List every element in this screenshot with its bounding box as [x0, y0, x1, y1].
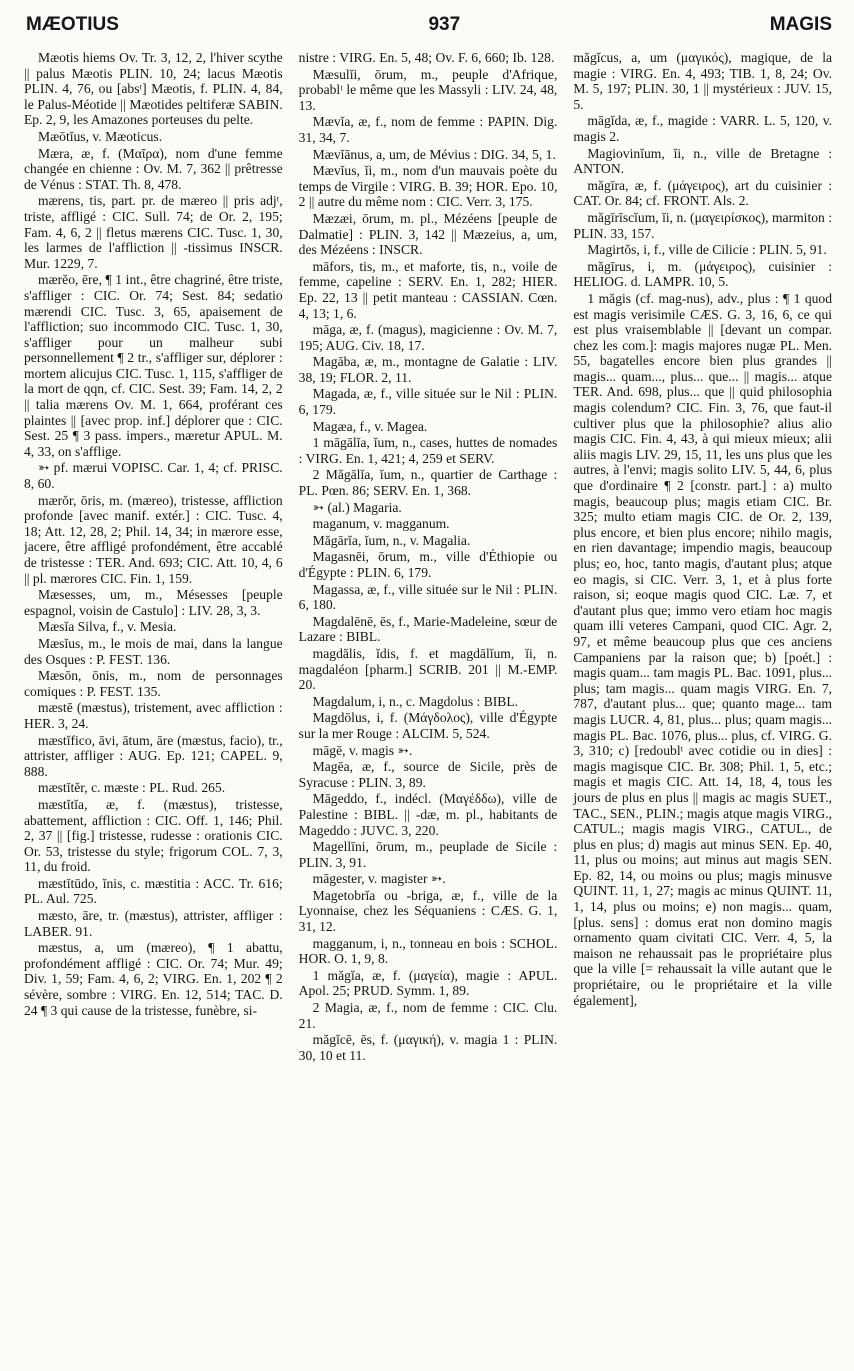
dictionary-entry: măgĭcus, a, um (μαγικός), magique, de la magie : VIRG. En. 4, 493; TIB. 1, 8, 24; Ov. M. 5, 197; PLIN. 30, 1 || mystérieux : JUV. 15, 5. — [573, 50, 833, 112]
dictionary-entry: Mæotis hiems Ov. Tr. 3, 12, 2, l'hiver scythe || palus Mæotis PLIN. 10, 24; lacus Mæotis PLIN. 4, 76, ou [absᵗ] Mæotis, f. PLIN. 4, 84, le Palus-Méotide || Mæotides peltiferæ SABIN. Ep. 2, 9, les Amazones porteuses du pelte. — [24, 50, 283, 128]
dictionary-entry: mærŏr, ōris, m. (mæreo), tristesse, affliction profonde [avec manif. extér.] : CIC. Tusc. 4, 18; Att. 12, 28, 2; Phil. 14, 34; in mærore esse, jacere, être affligé profondément, être accablé de tristesse : TER. And. 693; CIC. Att. 10, 4, 6 || pl. mærores CIC. Fin. 1, 159. — [24, 492, 283, 586]
dictionary-entry: mæsto, āre, tr. (mæstus), attrister, affliger : LABER. 91. — [24, 908, 283, 939]
dictionary-entry: măgīrīscĭum, ĭi, n. (μαγειρίσκος), marmiton : PLIN. 33, 157. — [573, 209, 833, 241]
dictionary-entry: Magellīni, ōrum, m., peuplade de Sicile : PLIN. 3, 91. — [298, 839, 558, 870]
dictionary-entry: Magāba, æ, m., montagne de Galatie : LIV. 38, 19; FLOR. 2, 11. — [298, 354, 558, 385]
dictionary-entry: Magetobrĭa ou -briga, æ, f., ville de la Lyonnaise, chez les Séquaniens : CÆS. G. 1, 31, 12. — [298, 887, 558, 935]
dictionary-entry: Magasnēi, ōrum, m., ville d'Éthiopie ou d'Égypte : PLIN. 6, 179. — [298, 549, 558, 580]
dictionary-entry: Mæsĭa Silva, f., v. Mesia. — [38, 619, 177, 635]
column-3 — [573, 50, 832, 1364]
dictionary-entry: măgĭcē, ēs, f. (μαγική), v. magia 1 : PLIN. 30, 10 et 11. — [298, 1032, 558, 1063]
dictionary-entry: mæstē (mæstus), tristement, avec affliction : HER. 3, 24. — [24, 700, 283, 731]
dictionary-entry: măgīra, æ, f. (μάγειρος), art du cuisinier : CAT. Or. 84; cf. FRONT. Als. 2. — [573, 177, 833, 209]
dictionary-entry: Māgeddo, f., indécl. (Μαγέδδω), ville de Palestine : BIBL. || -dæ, m. pl., habitants de Mageddo : JUVC. 3, 220. — [298, 791, 558, 838]
dictionary-entry: Magdalum, i, n., c. Magdolus : BIBL. — [312, 693, 519, 709]
column-2 — [299, 50, 558, 1364]
dictionary-entry: 1 măgis (cf. mag-nus), adv., plus : ¶ 1 quod est magis verisimile CÆS. G. 3, 16, 6, ce qui est plus vraisemblable || [devant un compar. chez les com.]: magis majores nugæ PL. Men. 55, bagatelles encore bien plus grandes || magis... quam..., plus... que... || magis... atque TER. And. 698, plus... que || quid philosophia magis colendum? CIC. Fin. 3, 76, que faut-il cultiver plus que la philosophie? alius alio magis CIC. Fin. 4, 43, à qui mieux mieux; alii aliis magis LIV. 29, 15, 11, les uns plus que les autres, à l'envi; magis solito LIV. 5, 44, 6, plus que d'ordinaire ¶ 2 [constr. part.] : a) multo magis, beaucoup plus; magis etiam CIC. Br. 325; multo etiam magis CIC. de Or. 2, 139, plus encore, et bien plus encore; nihilo magis, en rien davantage; impendio magis, beaucoup plus; eo, hoc, tanto magis, d'autant plus; atque eo magis, si CIC. Verr. 3, 1, et à plus forte raison, si; eoque magis quod CIC. Læ. 7, et d'autant plus que; immo vero etiam hoc magis quam illi veteres Campani, quod CIC. Agr. 2, 97, et même beaucoup plus que ces anciens Campaniens par la raison que; b) [poét.] : magis quam... tam magis PL. Bac. 1091, plus... plus; tam magis... quam magis VIRG. En. 7, 787, d'autant plus... que; quanto mage... tam magis LUCR. 4, 81, plus... plus; quam magis... magis PL. Bac. 1076, plus... plus, cf. VIRG. G. 3, 310; c) [redoublᵗ avec cotidie ou in dies] : magis magisque CIC. Br. 308; Phil. 1, 5, etc.; magis et magis CIC. Att. 14, 18, 4, tous les jours de plus en plus || magis ac magis SUET., TAC., SEN., PLIN.; magis atque magis VIRG., CATUL.; magis magis VIRG., CATUL., de plus en plus; d) magis aut minus SEN. Ep. 40, 11, plus ou moins; aut minus aut magis SEN. Ep. 82, 14, ou moins ou plus; magis minusve QUINT. 11, 1, 27; magis ac minus QUINT. 11, 1, 14, plus ou moins; e) non magis... quam, [plus. sens] : domus erat non domino magis ornamento quam civitati CIC. Verr. 4, 5, la maison ne rehaussait pas le propriétaire plus que la ville [= rehaussait la ville autant que le propriétaire, ou le propriétaire et la ville également], — [573, 290, 833, 1008]
dictionary-entry: Mæsulĭi, ōrum, m., peuple d'Afrique, probablᵗ le même que les Massyli : LIV. 24, 48, 13. — [298, 66, 558, 113]
dictionary-entry: mæstus, a, um (mæreo), ¶ 1 abattu, profondément affligé : CIC. Or. 74; Mur. 49; Div. 1, 59; Fam. 4, 6, 2; VIRG. En. 1, 202 ¶ 2 sévère, sombre : VIRG. En. 12, 514; TAC. D. 24 ¶ 3 qui cause de la tristesse, funèbre, si- — [24, 940, 283, 1018]
dictionary-entry: Măgārĭa, ĭum, n., v. Magalia. — [312, 532, 471, 548]
dictionary-entry: Mæra, æ, f. (Μαῖρα), nom d'une femme changée en chienne : Ov. M. 7, 362 || prêtresse de Vénus : STAT. Th. 8, 478. — [24, 145, 283, 192]
dictionary-entry: mæstĭtūdo, ĭnis, c. mæstitia : ACC. Tr. 616; PL. Aul. 725. — [24, 875, 283, 907]
header-last-entry: MAGIS — [769, 14, 832, 35]
dictionary-entry: mærĕo, ēre, ¶ 1 int., être chagriné, être triste, s'affliger : CIC. Or. 74; Sest. 84; sedatio mærendi CIC. Tusc. 3, 65, apaisement de l'affliction; suo incommodo CIC. Tusc. 1, 30, s'affliger pour un malheur subi personnellement ¶ 2 tr., s'affliger sur, déplorer : mortem alicujus CIC. Tusc. 1, 115, s'affliger de la mort de qqn, cf. CIC. Sest. 39; Fam. 14, 2, 2 || talia mærens Ov. M. 1, 664, proférant ces plaintes || [avec prop. inf.] déplorer que : CIC. Sest. 25 ¶ 3 pass. impers., mæretur APUL. M. 4, 33, on s'afflige. — [24, 272, 283, 459]
dictionary-entry: Mæsōn, ōnis, m., nom de personnages comiques : P. FEST. 135. — [24, 668, 283, 699]
dictionary-entry: magganum, i, n., tonneau en bois : SCHOL. HOR. O. 1, 9, 8. — [298, 935, 558, 967]
dictionary-entry: Mævĭus, ĭi, m., nom d'un mauvais poète du temps de Virgile : VIRG. B. 39; HOR. Epo. 10, 2 || autre du même nom : CIC. Verr. 3, 175. — [298, 163, 558, 210]
dictionary-entry: mæstĭfico, āvi, ātum, āre (mæstus, facio), tr., attrister, affliger : AUG. Ep. 121; CAPEL. 9, 888. — [24, 732, 283, 779]
dictionary-entry: 2 Măgālĭa, ĭum, n., quartier de Carthage : PL. Pœn. 86; SERV. En. 1, 368. — [298, 467, 558, 499]
dictionary-entry: mæstĭtĕr, c. mæste : PL. Rud. 265. — [38, 780, 226, 796]
dictionary-entry: Mæōtĭus, v. Mæoticus. — [38, 128, 163, 144]
dictionary-entry: Mævĭānus, a, um, de Mévius : DIG. 34, 5, 1. — [312, 146, 556, 162]
dictionary-entry: māgĭda, æ, f., magide : VARR. L. 5, 120, v. magis 2. — [573, 113, 833, 144]
dictionary-entry: magdălis, ĭdis, f. et magdālĭum, ĭi, n. magdaléon [pharm.] SCRIB. 201 || M.-EMP. 20. — [298, 645, 558, 693]
dictionary-entry: măgīrus, i, m. (μάγειρος), cuisinier : HELIOG. d. LAMPR. 10, 5. — [573, 258, 833, 290]
header-first-entry: MÆOTIUS — [26, 14, 119, 35]
dictionary-entry: Magdalēnē, ēs, f., Marie-Madeleine, sœur de Lazare : BIBL. — [298, 613, 558, 645]
dictionary-entry: Magada, æ, f., ville située sur le Nil : PLIN. 6, 179. — [298, 386, 558, 418]
dictionary-entry: 2 Magia, æ, f., nom de femme : CIC. Clu. 21. — [298, 1000, 558, 1031]
dictionary-entry: Mæsĭus, m., le mois de mai, dans la langue des Osques : P. FEST. 136. — [24, 635, 283, 667]
dictionary-entry: Magēa, æ, f., source de Sicile, près de Syracuse : PLIN. 3, 89. — [298, 759, 558, 790]
dictionary-entry: nistre : VIRG. En. 5, 48; Ov. F. 6, 660; Ib. 128. — [298, 50, 555, 65]
text-columns — [24, 50, 832, 1364]
dictionary-entry: māgē, v. magis ➳. — [312, 742, 413, 758]
dictionary-entry: māfors, tis, m., et maforte, tis, n., voile de femme, capeline : SERV. En. 1, 282; HIER. Ep. 22, 13 || petit manteau : CASSIAN. Cœn. 4, 13; 1, 6. — [298, 258, 558, 321]
page-number: 937 — [428, 14, 461, 35]
dictionary-entry: maganum, v. magganum. — [312, 516, 450, 532]
dictionary-entry: Magæa, f., v. Magea. — [312, 418, 428, 434]
dictionary-entry: Mæsesses, um, m., Mésesses [peuple espagnol, voisin de Castulo] : LIV. 28, 3, 3. — [24, 587, 283, 618]
dictionary-entry: 1 māgālĭa, ĭum, n., cases, huttes de nomades : VIRG. En. 1, 421; 4, 259 et SERV. — [298, 435, 558, 466]
dictionary-entry: 1 măgĭa, æ, f. (μαγεία), magie : APUL. Apol. 25; PRUD. Symm. 1, 89. — [298, 967, 558, 999]
dictionary-entry: Mævĭa, æ, f., nom de femme : PAPIN. Dig. 31, 34, 7. — [298, 114, 558, 145]
dictionary-entry: māga, æ, f. (magus), magicienne : Ov. M. 7, 195; AUG. Civ. 18, 17. — [298, 322, 558, 353]
dictionary-entry: ➳ pf. mærui VOPISC. Car. 1, 4; cf. PRISC. 8, 60. — [24, 460, 283, 492]
running-header — [26, 14, 832, 44]
dictionary-entry: mærens, tis, part. pr. de mæreo || pris adjᵗ, triste, affligé : CIC. Sull. 74; de Or. 2, 195; Fam. 4, 6, 2 || fletus mærens CIC. Tusc. 1, 30, les larmes de l'affliction || -tissimus INSCR. Mur. 1229, 7. — [24, 193, 283, 271]
dictionary-entry: mæstĭtĭa, æ, f. (mæstus), tristesse, abattement, affliction : CIC. Off. 1, 146; Phil. 2, 37 || [fig.] tristesse, rudesse : orationis CIC. Or. 53, tristesse du style; frigorum COL. 7, 3, 11, du froid. — [24, 796, 283, 875]
dictionary-entry: māgester, v. magister ➳. — [312, 871, 446, 887]
dictionary-entry: Mæzæi, ōrum, m. pl., Mézéens [peuple de Dalmatie] : PLIN. 3, 142 || Mæzeius, a, um, des Mézéens : INSCR. — [298, 210, 558, 258]
dictionary-entry: Magirtŏs, i, f., ville de Cilicie : PLIN. 5, 91. — [587, 242, 827, 258]
column-1 — [24, 50, 283, 1364]
dictionary-entry: Magiovinĭum, ĭi, n., ville de Bretagne : ANTON. — [573, 145, 833, 177]
dictionary-entry: Magdōlus, i, f. (Μάγδολος), ville d'Égypte sur la mer Rouge : ALCIM. 5, 524. — [298, 710, 558, 741]
dictionary-entry: Magassa, æ, f., ville située sur le Nil : PLIN. 6, 180. — [298, 581, 558, 613]
dictionary-entry: ➳ (al.) Magaria. — [312, 499, 402, 515]
